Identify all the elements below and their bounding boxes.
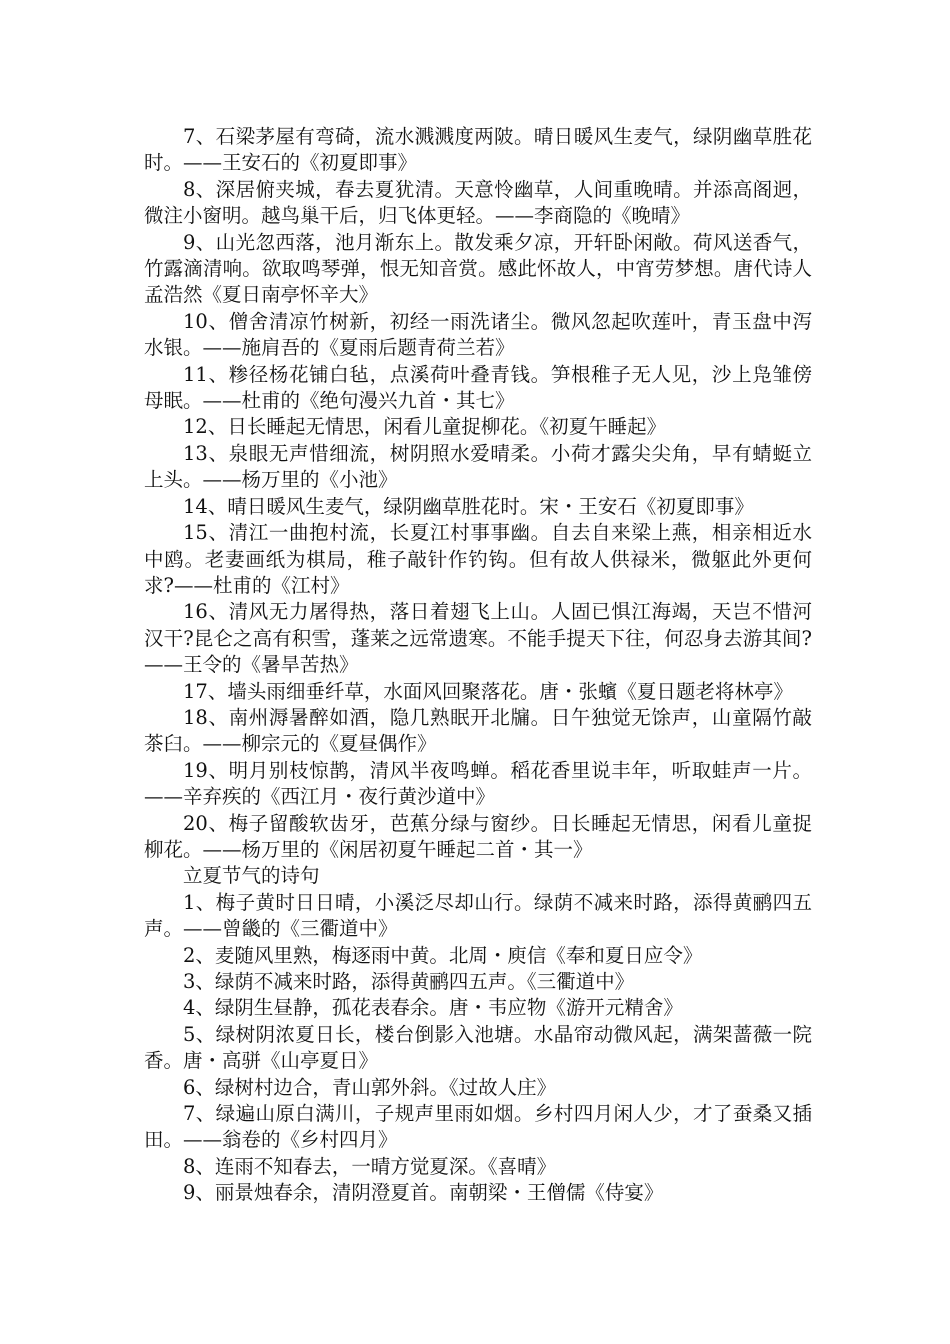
document-body <box>144 124 812 1207</box>
poem-line-14: 14、晴日暖风生麦气，绿阴幽草胜花时。宋・王安石《初夏即事》 <box>183 494 754 518</box>
poem-line-18: 18、南州溽暑醉如酒，隐几熟眠开北牖。日午独觉无馀声，山童隔竹敲茶臼。——柳宗元的《夏昼偶作》 <box>144 705 812 756</box>
lixia-poem-line-4: 4、绿阴生昼静，孤花表春余。唐・韦应物《游开元精舍》 <box>183 996 683 1020</box>
poem-line-11: 11、糁径杨花铺白毡，点溪荷叶叠青钱。笋根稚子无人见，沙上凫雏傍母眠。——杜甫的《绝句漫兴九首・其七》 <box>144 362 812 413</box>
poem-line-19: 19、明月别枝惊鹊，清风半夜鸣蝉。稻花香里说丰年，听取蛙声一片。——辛弃疾的《西江月・夜行黄沙道中》 <box>144 758 812 809</box>
lixia-poem-line-9: 9、丽景烛春余，清阴澄夏首。南朝梁・王僧儒《侍宴》 <box>183 1181 664 1205</box>
section-heading: 立夏节气的诗句 <box>183 864 320 888</box>
lixia-poem-line-6: 6、绿树村边合，青山郭外斜。《过故人庄》 <box>183 1075 557 1099</box>
poem-line-15: 15、清江一曲抱村流，长夏江村事事幽。自去自来梁上燕，相亲相近水中鸥。老妻画纸为棋局，稚子敲针作钓钩。但有故人供禄米，微躯此外更何求?——杜甫的《江村》 <box>144 521 812 597</box>
lixia-poem-line-7: 7、绿遍山原白满川，子规声里雨如烟。乡村四月闲人少，才了蚕桑又插田。——翁卷的《乡村四月》 <box>144 1102 812 1152</box>
poem-line-7: 7、石梁茅屋有弯碕，流水溅溅度两陂。晴日暖风生麦气，绿阴幽草胜花时。——王安石的《初夏即事》 <box>144 125 812 175</box>
lixia-poem-line-1: 1、梅子黄时日日晴，小溪泛尽却山行。绿荫不减来时路，添得黄鹂四五声。——曾畿的《三衢道中》 <box>144 890 812 941</box>
poem-line-13: 13、泉眼无声惜细流，树阴照水爱晴柔。小荷才露尖尖角，早有蜻蜓立上头。——杨万里的《小池》 <box>144 441 812 492</box>
poem-line-17: 17、墙头雨细垂纤草，水面风回聚落花。唐・张蠙《夏日题老将林亭》 <box>183 679 793 703</box>
lixia-poem-line-8: 8、连雨不知春去，一晴方觉夏深。《喜晴》 <box>183 1154 557 1178</box>
lixia-poem-line-3: 3、绿荫不减来时路，添得黄鹂四五声。《三衢道中》 <box>183 970 635 993</box>
lixia-poem-line-2: 2、麦随风里熟，梅逐雨中黄。北周・庾信《奉和夏日应令》 <box>183 943 703 967</box>
poem-line-16: 16、清风无力屠得热，落日着翅飞上山。人固已惧江海竭，天岂不惜河汉干?昆仑之高有积雪，蓬莱之远常遗寒。不能手提天下往，何忍身去游其间?——王令的《暑旱苦热》 <box>144 600 812 677</box>
poem-line-20: 20、梅子留酸软齿牙，芭蕉分绿与窗纱。日长睡起无情思，闲看儿童捉柳花。——杨万里的《闲居初夏午睡起二首・其一》 <box>144 811 812 861</box>
poem-line-9: 9、山光忽西落，池月渐东上。散发乘夕凉，开轩卧闲敞。荷风送香气，竹露滴清响。欲取鸣琴弹，恨无知音赏。感此怀故人，中宵劳梦想。唐代诗人孟浩然《夏日南亭怀辛大》 <box>144 230 812 307</box>
lixia-poem-line-5: 5、绿树阴浓夏日长，楼台倒影入池塘。水晶帘动微风起，满架蔷薇一院香。唐・高骈《山亭夏日》 <box>144 1022 812 1073</box>
poem-line-12: 12、日长睡起无情思，闲看儿童捉柳花。《初夏午睡起》 <box>183 415 667 439</box>
poem-line-8: 8、深居俯夹城，春去夏犹清。天意怜幽草，人间重晚晴。并添高阁迥，微注小窗明。越鸟巢干后，归飞体更轻。——李商隐的《晚晴》 <box>144 177 812 228</box>
poem-line-10: 10、僧舍清凉竹树新，初经一雨洗诸尘。微风忽起吹莲叶，青玉盘中泻水银。——施肩吾的《夏雨后题青荷兰若》 <box>144 309 812 360</box>
